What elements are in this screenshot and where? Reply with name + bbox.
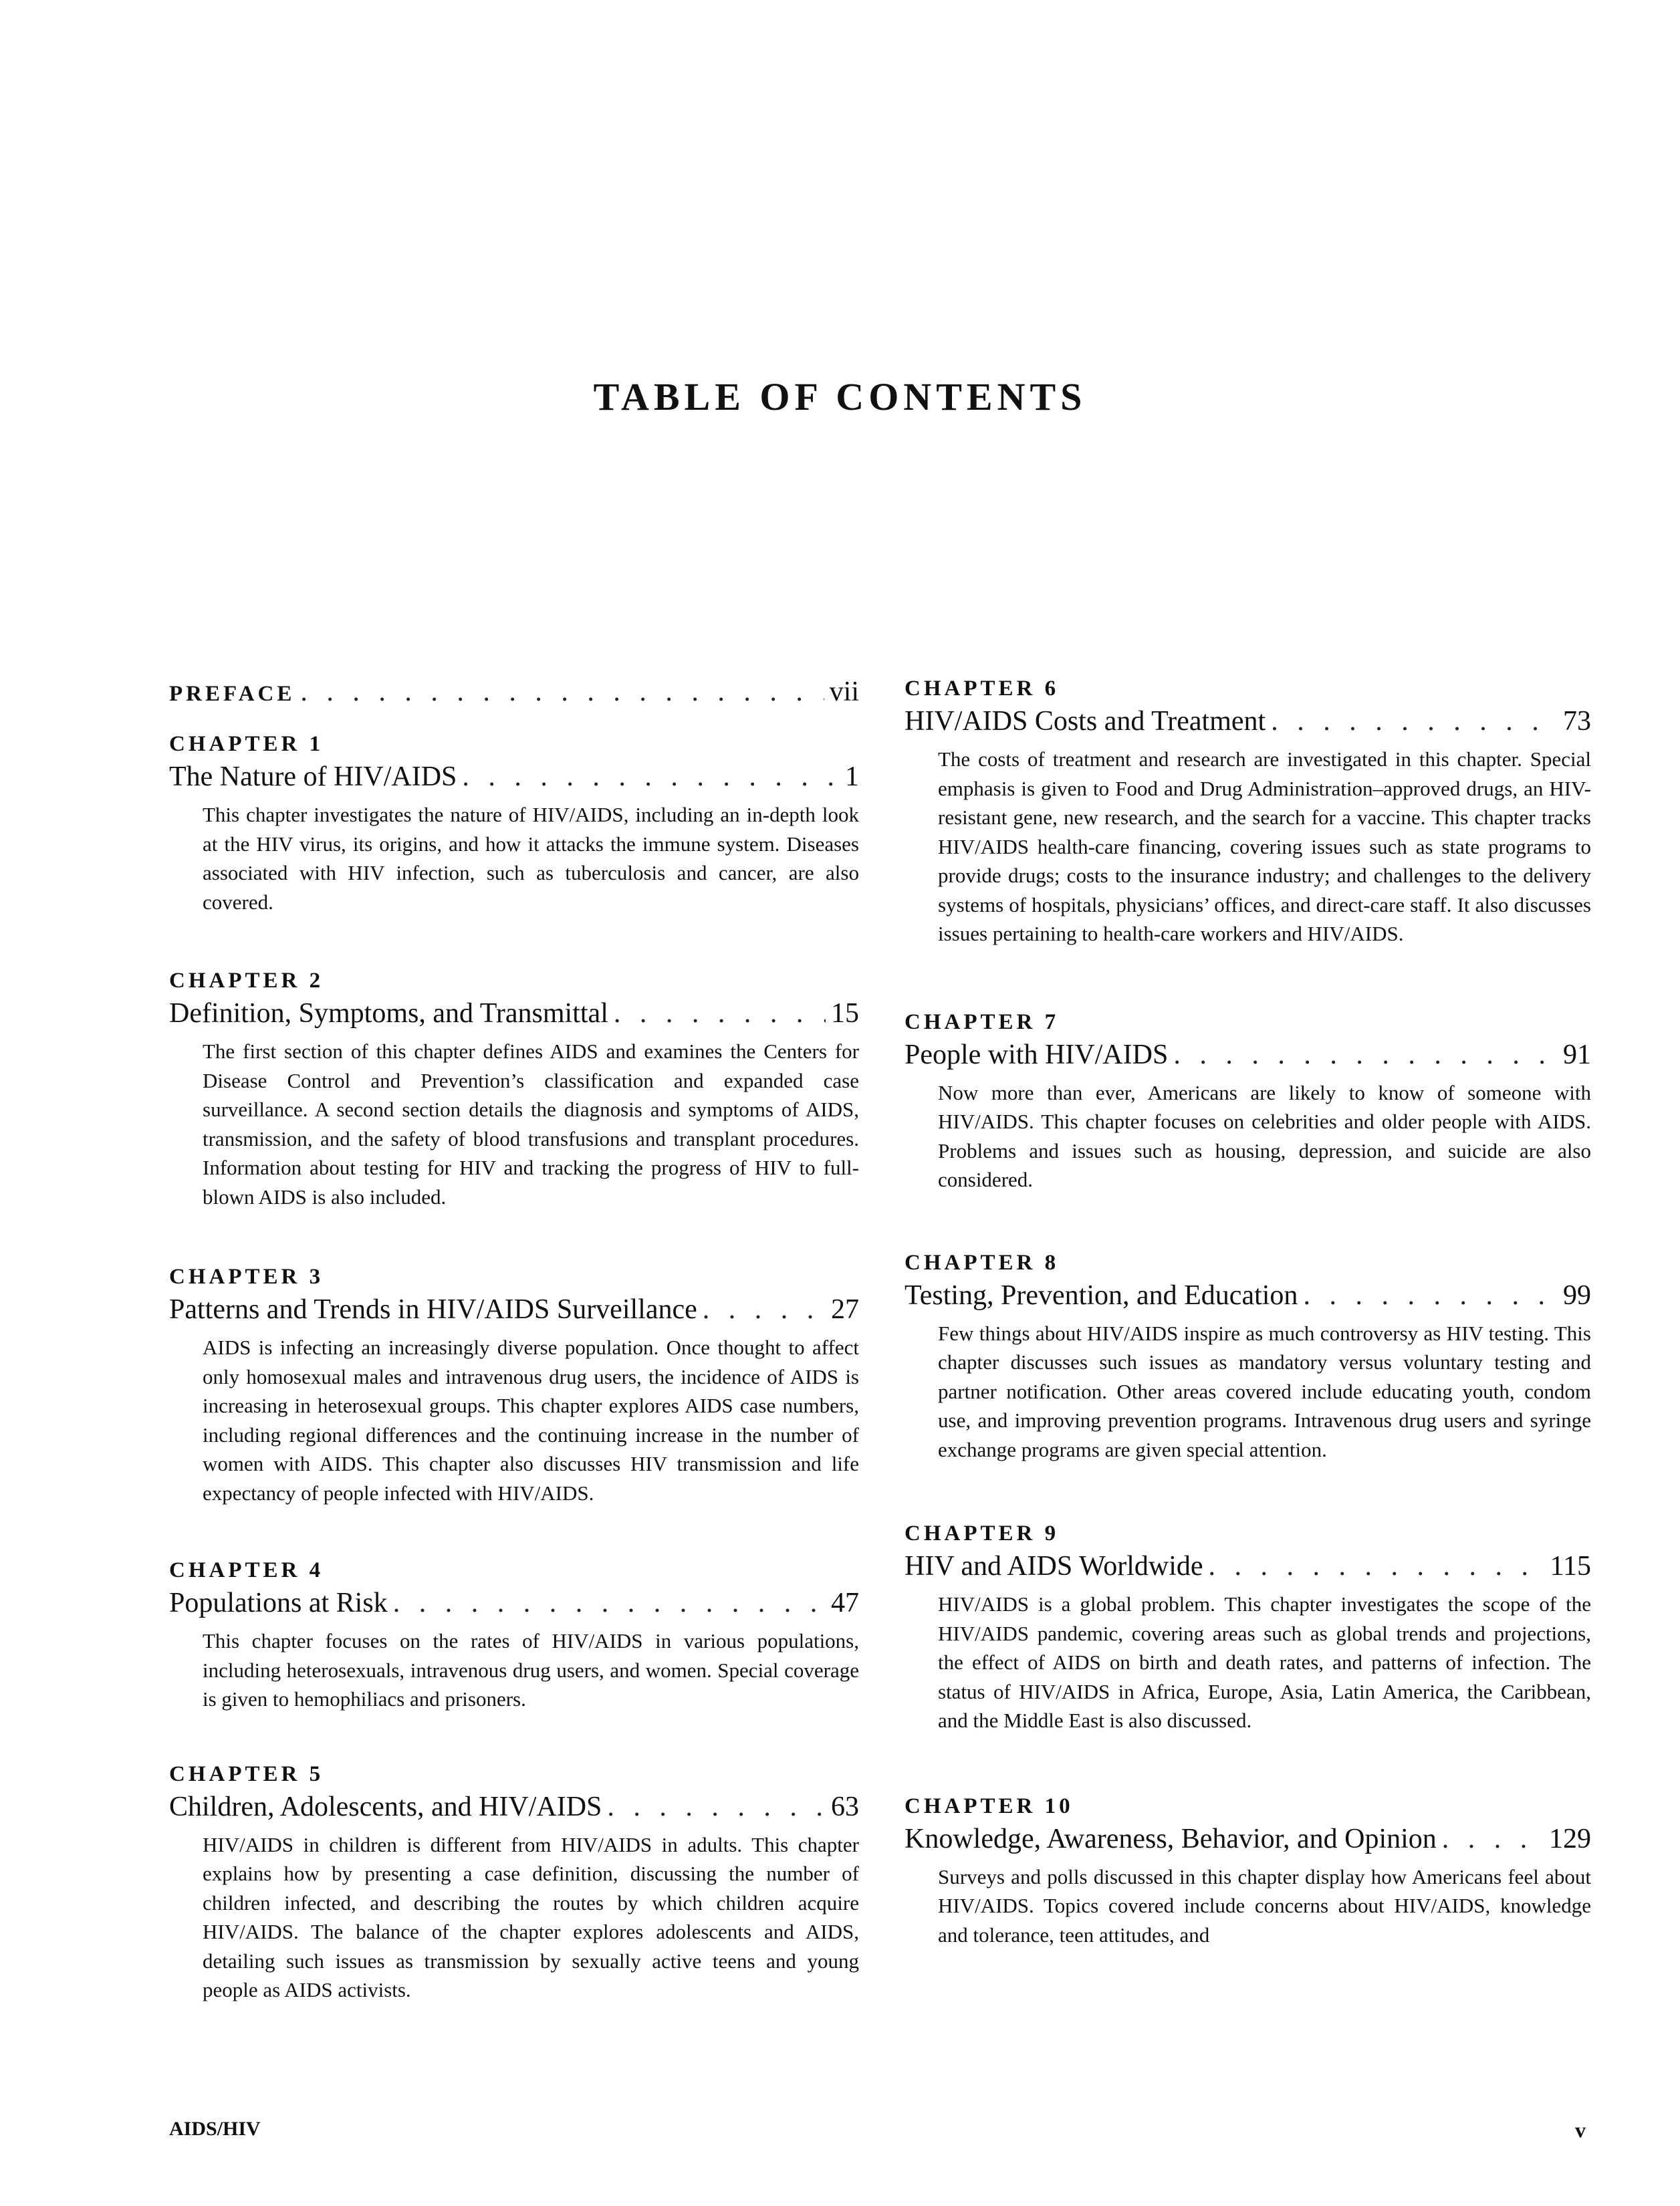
page-number: 1 xyxy=(845,761,859,792)
chapter-label: CHAPTER 5 xyxy=(169,1761,324,1786)
chapter-title: HIV and AIDS Worldwide xyxy=(905,1551,1203,1582)
toc-leader-line xyxy=(169,1292,859,1328)
chapter-label: CHAPTER 9 xyxy=(905,1521,1060,1546)
dot-leader xyxy=(1271,703,1558,739)
page-number: 115 xyxy=(1550,1551,1591,1582)
page-number: 15 xyxy=(831,998,859,1029)
toc-entry-chapter-8[interactable] xyxy=(905,1248,1591,1465)
dot-leader xyxy=(1173,1037,1558,1073)
page-number: 63 xyxy=(831,1791,859,1822)
footer-page-number: v xyxy=(1575,2118,1586,2142)
page-title: TABLE OF CONTENTS xyxy=(593,375,1087,418)
chapter-description: This chapter focuses on the rates of HIV/AIDS in various populations, including heterosexuals, intravenous drug users, and women. Special coverage is given to hemophiliacs and prisoners. xyxy=(203,1629,859,1711)
page-number: 73 xyxy=(1563,706,1591,737)
toc-entry-chapter-1[interactable] xyxy=(169,729,859,916)
toc-entry-chapter-6[interactable] xyxy=(905,674,1591,949)
chapter-description: AIDS is infecting an increasingly diverse population. Once thought to affect only homosexual males and intravenous drug users, the incidence of AIDS is increasing in heterosexual groups. This chapter explores AIDS case numbers, including regional differences and the continuing increase in the number of women with AIDS. This chapter also discusses HIV transmission and life expectancy of people infected with HIV/AIDS. xyxy=(203,1336,859,1505)
chapter-description: This chapter investigates the nature of HIV/AIDS, including an in-depth look at the HIV virus, its origins, and how it attacks the immune system. Diseases associated with HIV infection, such as tuberculosis and cancer, are also covered. xyxy=(203,803,859,914)
chapter-description: The costs of treatment and research are investigated in this chapter. Special emphasis is given to Food and Drug Administration–approved drugs, an HIV-resistant gene, new research, and the search for a vaccine. This chapter tracks HIV/AIDS health-care financing, covering issues such as state programs to provide drugs; costs to the insurance industry; and challenges to the delivery systems of hospitals, physicians’ offices, and direct-care staff. It also discusses issues pertaining to health-care workers and HIV/AIDS. xyxy=(938,747,1591,945)
chapter-label: CHAPTER 1 xyxy=(169,732,324,756)
toc-entry-chapter-9[interactable] xyxy=(905,1519,1591,1735)
chapter-title: Knowledge, Awareness, Behavior, and Opinion xyxy=(905,1823,1437,1854)
toc-entry-chapter-7[interactable] xyxy=(905,1007,1591,1195)
chapter-label: CHAPTER 2 xyxy=(169,969,324,993)
page-number: vii xyxy=(829,677,859,707)
chapter-title: HIV/AIDS Costs and Treatment xyxy=(905,706,1266,737)
footer-book-title: AIDS/HIV xyxy=(169,2118,261,2140)
chapter-description: HIV/AIDS is a global problem. This chapter investigates the scope of the HIV/AIDS pandemic, covering areas such as global trends and projections, the effect of AIDS on birth and death rates, and patterns of infection. The status of HIV/AIDS in Africa, Europe, Asia, Latin America, the Caribbean, and the Middle East is also discussed. xyxy=(938,1592,1591,1732)
page-number: 99 xyxy=(1563,1279,1591,1311)
chapter-title: Children, Adolescents, and HIV/AIDS xyxy=(169,1791,602,1822)
chapter-title: People with HIV/AIDS xyxy=(905,1039,1169,1070)
dot-leader xyxy=(300,674,824,710)
chapter-title: Testing, Prevention, and Education xyxy=(905,1279,1298,1311)
chapter-label: CHAPTER 6 xyxy=(905,677,1060,701)
toc-leader-line xyxy=(905,1821,1591,1857)
toc-entry-chapter-3[interactable] xyxy=(169,1262,859,1507)
dot-leader xyxy=(1303,1277,1558,1314)
toc-entry-chapter-4[interactable] xyxy=(169,1556,859,1714)
toc-leader-line xyxy=(169,1585,859,1621)
toc-entry-chapter-10[interactable] xyxy=(905,1792,1591,1950)
chapter-description: The first section of this chapter defines AIDS and examines the Centers for Disease Control and Prevention’s classification and expanded case surveillance. A second section details the diagnosis and symptoms of AIDS, transmission, and the safety of blood transfusions and transplant procedures. Information about testing for HIV and tracking the progress of HIV to full-blown AIDS is also included. xyxy=(203,1039,859,1209)
chapter-label: CHAPTER 7 xyxy=(905,1009,1060,1034)
dot-leader xyxy=(703,1292,826,1328)
preface-label: PREFACE xyxy=(169,682,295,706)
dot-leader xyxy=(1442,1821,1544,1857)
toc-leader-line xyxy=(905,1548,1591,1584)
toc-leader-line xyxy=(169,995,859,1031)
chapter-label: CHAPTER 10 xyxy=(905,1794,1074,1818)
dot-leader xyxy=(462,759,840,795)
dot-leader xyxy=(614,995,826,1031)
toc-leader-line xyxy=(905,1037,1591,1073)
page-number: 129 xyxy=(1549,1823,1591,1854)
chapter-title: Definition, Symptoms, and Transmittal xyxy=(169,998,608,1029)
chapter-label: CHAPTER 8 xyxy=(905,1250,1060,1275)
page-number: 27 xyxy=(831,1294,859,1325)
page-number: 47 xyxy=(831,1588,859,1618)
dot-leader xyxy=(1209,1548,1545,1584)
chapter-label: CHAPTER 3 xyxy=(169,1265,324,1289)
toc-entry-chapter-5[interactable] xyxy=(169,1759,859,2005)
toc-leader-line xyxy=(169,759,859,795)
chapter-description: Few things about HIV/AIDS inspire as much controversy as HIV testing. This chapter discusses such issues as mandatory versus voluntary testing and partner notification. Other areas covered include educating youth, condom use, and improving prevention programs. Intravenous drug users and syringe exchange programs are given special attention. xyxy=(938,1321,1591,1461)
toc-left-column xyxy=(169,674,859,2049)
dot-leader xyxy=(393,1585,826,1621)
toc-right-column xyxy=(905,674,1591,1993)
toc-entry-chapter-2[interactable] xyxy=(169,966,859,1211)
chapter-description: Now more than ever, Americans are likely to know of someone with HIV/AIDS. This chapter focuses on celebrities and older people with AIDS. Problems and issues such as housing, depression, and suicide are also considered. xyxy=(938,1080,1591,1191)
toc-leader-line xyxy=(169,674,859,712)
toc-leader-line xyxy=(905,1277,1591,1314)
dot-leader xyxy=(607,1789,826,1825)
chapter-title: Patterns and Trends in HIV/AIDS Surveillance xyxy=(169,1294,697,1325)
chapter-title: Populations at Risk xyxy=(169,1588,388,1618)
page-number: 91 xyxy=(1563,1039,1591,1070)
chapter-description: Surveys and polls discussed in this chapter display how Americans feel about HIV/AIDS. Topics covered include concerns about HIV/AIDS, knowledge and tolerance, teen attitudes, and xyxy=(938,1864,1591,1947)
chapter-label: CHAPTER 4 xyxy=(169,1558,324,1582)
chapter-title: The Nature of HIV/AIDS xyxy=(169,761,457,792)
toc-leader-line xyxy=(905,703,1591,739)
chapter-description: HIV/AIDS in children is different from HIV/AIDS in adults. This chapter explains how by presenting a case definition, discussing the number of children infected, and describing the routes by which children acquire HIV/AIDS. The balance of the chapter explores adolescents and AIDS, detailing such issues as transmission by sexually active teens and young people as AIDS activists. xyxy=(203,1832,859,2001)
toc-entry-preface[interactable] xyxy=(169,674,859,712)
toc-leader-line xyxy=(169,1789,859,1825)
